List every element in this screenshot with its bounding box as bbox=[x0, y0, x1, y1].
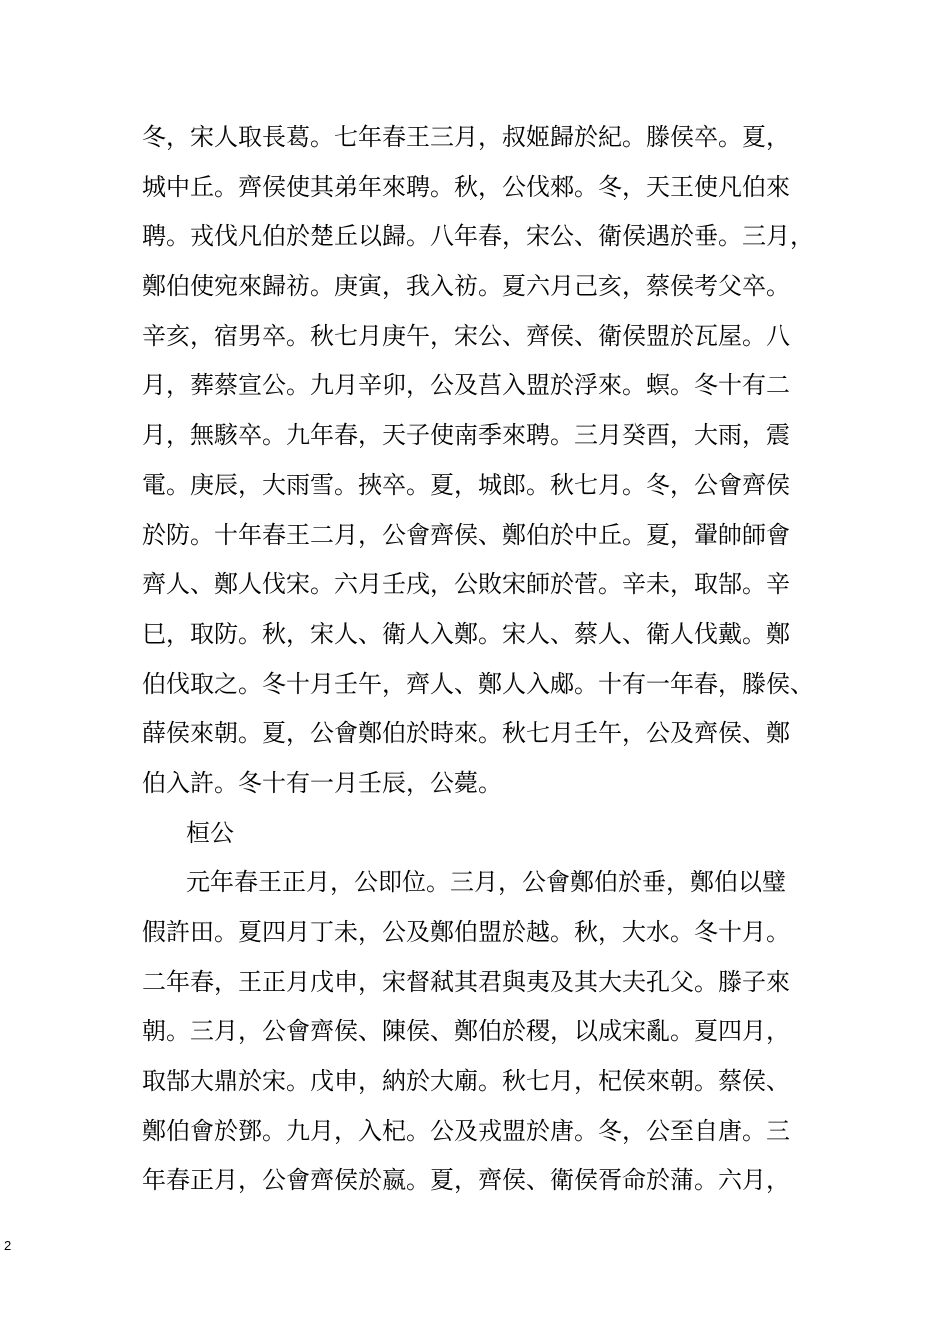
text-line: 伯入許。冬十有一月壬辰，公薨。 bbox=[142, 768, 502, 797]
text-line: 薛侯來朝。夏，公會鄭伯於時來。秋七月壬午，公及齊侯、鄭 bbox=[142, 719, 790, 748]
text-line: 月，葬蔡宣公。九月辛卯，公及莒入盟於浮來。螟。冬十有二 bbox=[142, 371, 790, 400]
text-line: 冬，宋人取長葛。七年春王三月，叔姬歸於紀。滕侯卒。夏， bbox=[142, 123, 790, 151]
text-line: 鄭伯會於鄧。九月，入杞。公及戎盟於唐。冬，公至自唐。三 bbox=[142, 1116, 790, 1145]
text-line: 聘。戎伐凡伯於楚丘以歸。八年春，宋公、衛侯遇於垂。三月， bbox=[142, 222, 814, 251]
text-line: 取郜大鼎於宋。戊申，納於大廟。秋七月，杞侯來朝。蔡侯、 bbox=[142, 1067, 790, 1096]
text-line: 鄭伯使宛來歸祊。庚寅，我入祊。夏六月己亥，蔡侯考父卒。 bbox=[142, 272, 790, 301]
text-line: 城中丘。齊侯使其弟年來聘。秋，公伐郲。冬，天王使凡伯來 bbox=[142, 172, 790, 201]
text-line: 假許田。夏四月丁未，公及鄭伯盟於越。秋，大水。冬十月。 bbox=[142, 918, 790, 946]
text-body bbox=[142, 113, 822, 1206]
text-line: 二年春，王正月戊申，宋督弒其君與夷及其大夫孔父。滕子來 bbox=[142, 967, 790, 996]
text-line: 巳，取防。秋，宋人、衛人入鄭。宋人、蔡人、衛人伐戴。鄭 bbox=[142, 619, 790, 648]
text-line: 朝。三月，公會齊侯、陳侯、鄭伯於稷，以成宋亂。夏四月， bbox=[142, 1017, 790, 1046]
text-line: 於防。十年春王二月，公會齊侯、鄭伯於中丘。夏，翬帥師會 bbox=[142, 520, 790, 549]
text-line: 月，無駭卒。九年春，天子使南季來聘。三月癸酉，大雨，震 bbox=[142, 421, 790, 450]
text-line: 伯伐取之。冬十月壬午，齊人、鄭人入郕。十有一年春，滕侯、 bbox=[142, 669, 814, 698]
text-line: 齊人、鄭人伐宋。六月壬戌，公敗宋師於菅。辛未，取郜。辛 bbox=[142, 570, 790, 599]
section-heading: 桓公 bbox=[186, 818, 234, 847]
text-line: 電。庚辰，大雨雪。挾卒。夏，城郎。秋七月。冬，公會齊侯 bbox=[142, 470, 790, 499]
text-line: 年春正月，公會齊侯於嬴。夏，齊侯、衛侯胥命於蒲。六月， bbox=[142, 1166, 790, 1195]
page-number: 2 bbox=[4, 1238, 12, 1253]
text-line: 元年春王正月，公即位。三月，公會鄭伯於垂，鄭伯以璧 bbox=[186, 868, 786, 897]
text-line: 辛亥，宿男卒。秋七月庚午，宋公、齊侯、衛侯盟於瓦屋。八 bbox=[142, 321, 790, 350]
